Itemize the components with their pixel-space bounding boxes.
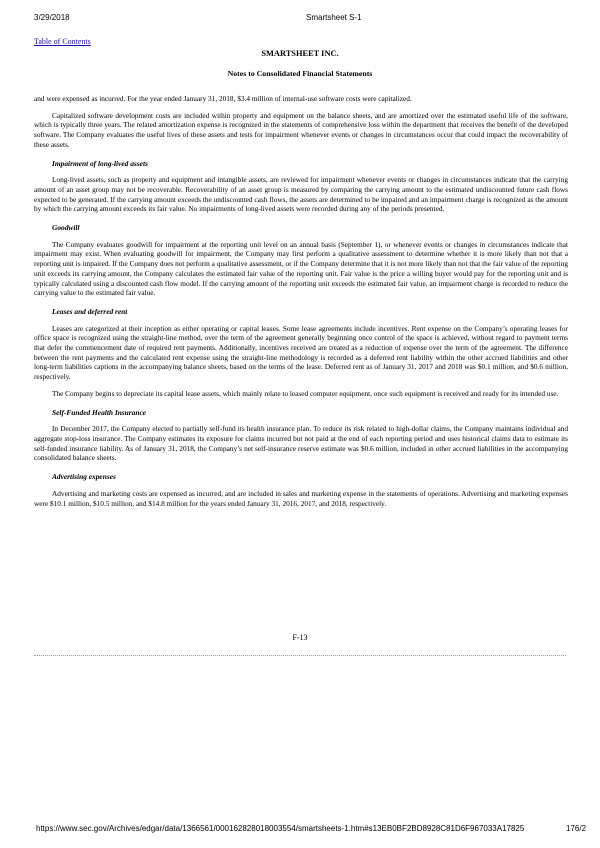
paragraph-capital-leases: The Company begins to depreciate its capital lease assets, which mainly relate to leased computer equipment, once such equipment is received and ready for its intended use.: [52, 388, 559, 398]
paragraph-continuation: and were expensed as incurred. For the year ended January 31, 2018, $3.4 million of internal-use software costs were capitalized.: [34, 94, 412, 103]
paragraph-impairment: Long-lived assets, such as property and equipment and intangible assets, are reviewed for impairment whenever events or changes in circumstances indicate that the carrying amount of an asset group may not be recoverable. Recoverability of an asset group is measured by comparing the carrying amount to the estimated undiscounted future cash flows expected to be generated. If the carrying amount exceeds the undiscounted cash flows, the assets are determined to be impaired and an impairment charge is recognized as the amount by which the carrying amount exceeds its fair value. No impairments of long-lived assets were recorded during any of the periods presented.: [34, 175, 568, 214]
paragraph-health-insurance: In December 2017, the Company elected to partially self-fund its health insurance plan. To reduce its risk related to high-dollar claims, the Company maintains individual and aggregate stop-loss insurance. The Company estimates its exposure for claims incurred but not paid at the end of each reporting period and uses historical claims data to estimate its self-funded insurance liability. As of January 31, 2018, the Company’s net self-insurance reserve estimate was $0.6 million, included in other accrued liabilities in the accompanying consolidated balance sheets.: [34, 424, 568, 463]
footer-url: https://www.sec.gov/Archives/edgar/data/1366561/000162828018003554/smartsheets-1.htm#s13EB0BF2BD8928C81D6F967033A17825: [36, 824, 525, 833]
paragraph-capitalized-software: Capitalized software development costs are included within property and equipment on the balance sheets, and are amortized over the estimated useful life of the software, which is typically three years. The related amortization expense is recognized in the statements of comprehensive loss within the department that receives the benefit of the developed software. The Company evaluates the useful lives of these assets and tests for impairment whenever events or changes in circumstances occur that could impact the recoverability of these assets.: [34, 110, 568, 149]
table-of-contents-link[interactable]: Table of Contents: [34, 37, 91, 46]
browser-print-header: [0, 0, 600, 30]
heading-impairment: Impairment of long-lived assets: [52, 158, 148, 168]
section-title: Notes to Consolidated Financial Statements: [227, 69, 373, 78]
page-divider: [34, 655, 566, 656]
print-date: 3/29/2018: [34, 13, 70, 22]
heading-advertising: Advertising expenses: [52, 472, 116, 482]
company-name: SMARTSHEET INC.: [261, 49, 339, 58]
paragraph-advertising: Advertising and marketing costs are expensed as incurred, and are included in sales and marketing expense in the statements of operations. Advertising and marketing expenses were $10.1 million, $10.5 million, and $14.8 million for the years ended January 31, 2016, 2017, and 2018, respectively.: [34, 488, 568, 508]
heading-leases: Leases and deferred rent: [52, 306, 128, 316]
print-title: Smartsheet S-1: [306, 13, 362, 22]
footer-page-count: 176/2: [566, 824, 587, 833]
notes-body: [34, 94, 568, 508]
heading-health-insurance: Self-Funded Health Insurance: [52, 407, 147, 417]
browser-print-footer: [0, 824, 600, 838]
page-number: F-13: [292, 633, 308, 642]
heading-goodwill: Goodwill: [52, 223, 80, 233]
paragraph-goodwill: The Company evaluates goodwill for impairment at the reporting unit level on an annual basis (September 1), or whenever events or changes in circumstances indicate that impairment may exist. When evaluating goodwill for impairment, the Company may first perform a qualitative assessment to determine whether it is more likely than not that a reporting unit is impaired. If the Company does not perform a qualitative assessment, or if the Company determine that it is not more likely than not that the fair value of the reporting unit exceeds its carrying amount, the Company calculates the estimated fair value of the reporting unit. Fair value is the price a willing buyer would pay for the reporting unit and is typically calculated using a discounted cash flow model. If the carrying amount of the reporting unit exceeds the estimated fair value, an impairment charge is recorded to reduce the carrying value to the estimated fair value.: [34, 239, 568, 298]
paragraph-leases: Leases are categorized at their inception as either operating or capital leases. Some lease agreements include incentives. Rent expense on the Company’s operating leases for office space is recognized using the straight-line method, over the term of the agreement generally beginning once control of the space is achieved, without regard to payment terms that defer the commencement date of required rent payments. Additionally, incentives received are treated as a reduction of expense over the term of the agreement. The difference between the rent payments and the calculated rent expense using the straight-line methodology is recorded as a deferred rent liability within the other accrued liabilities and other long-term liabilities captions in the accompanying balance sheets, based on the terms of the lease. Deferred rent as of January 31, 2017 and 2018 was $0.1 million, and $0.6 million, respectively.: [34, 323, 568, 382]
